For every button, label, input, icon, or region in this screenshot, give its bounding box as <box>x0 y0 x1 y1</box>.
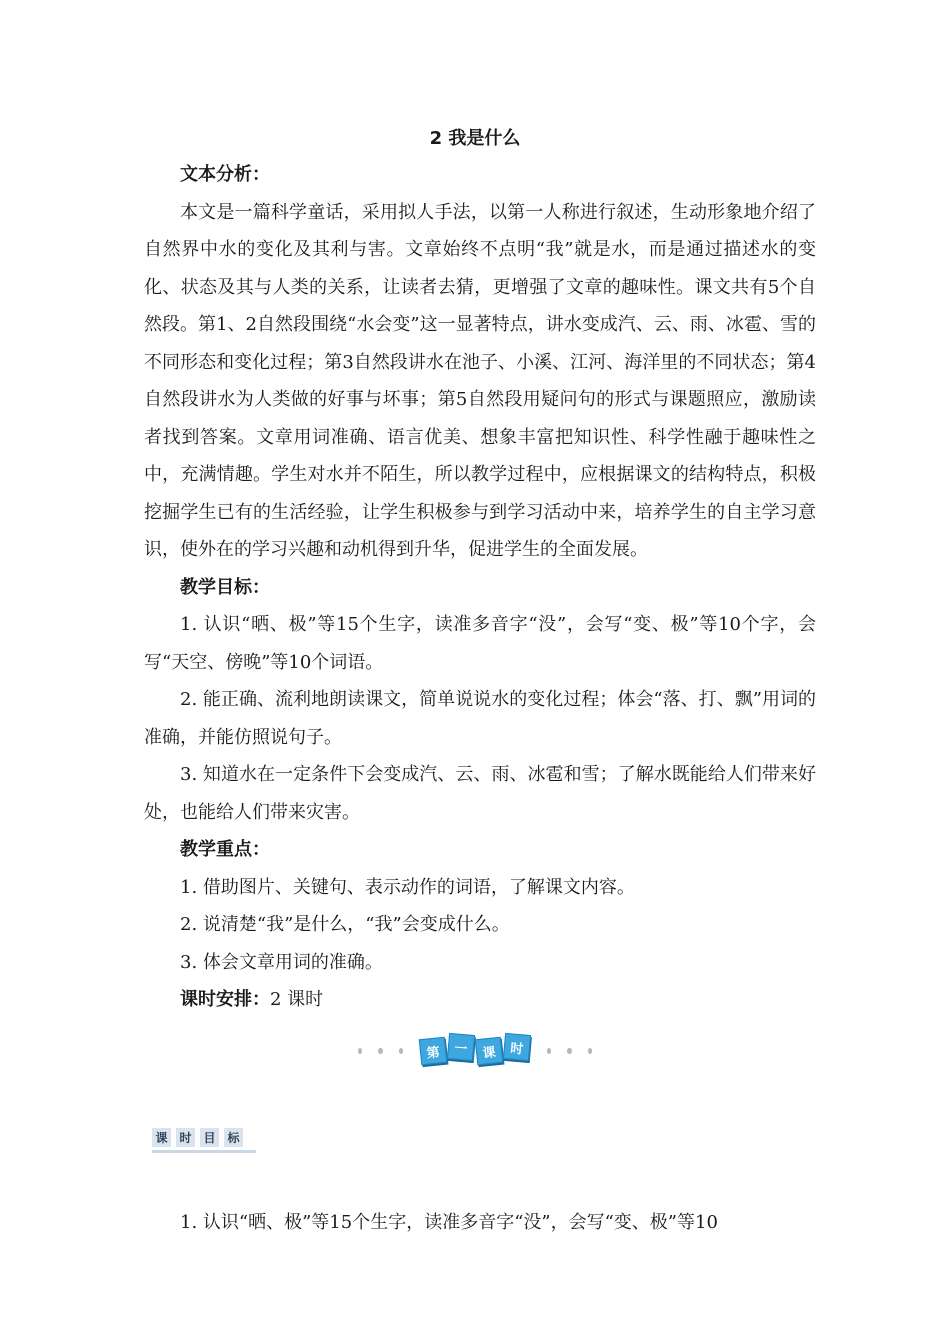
objective-item: 2. 能正确、流利地朗读课文，简单说说水的变化过程；体会“落、打、飘”用词的准确，并能仿照说句子。 <box>144 689 816 748</box>
lesson-goal-item: 1. 认识“晒、极”等15个生字，读准多音字“没”，会写“变、极”等10 <box>180 1212 718 1233</box>
lesson-goal-tag <box>152 1124 248 1150</box>
decorative-dot <box>358 1048 362 1054</box>
goal-tag-char: 标 <box>224 1128 243 1147</box>
goal-tag-char: 时 <box>176 1128 195 1147</box>
arrangement-value: 2 课时 <box>270 989 324 1010</box>
lesson-banner-blocks <box>419 1038 531 1064</box>
decorative-dot <box>547 1048 551 1054</box>
objective-item: 3. 知道水在一定条件下会变成汽、云、雨、冰雹和雪；了解水既能给人们带来好处，也能给人们带来灾害。 <box>144 764 816 823</box>
lesson-banner <box>350 1034 600 1068</box>
lesson-arrangement <box>144 981 816 1019</box>
banner-char: 课 <box>475 1037 504 1066</box>
goal-tag-char: 课 <box>152 1128 171 1147</box>
decorative-dot <box>378 1048 382 1054</box>
analysis-text: 本文是一篇科学童话，采用拟人手法，以第一人称进行叙述，生动形象地介绍了自然界中水的变化及其利与害。文章始终不点明“我”就是水，而是通过描述水的变化、状态及其与人类的关系，让读者去猜，更增强了文章的趣味性。课文共有5个自然段。第1、2自然段围绕“水会变”这一显著特点，讲水变成汽、云、雨、冰雹、雪的不同形态和变化过程；第3自然段讲水在池子、小溪、江河、海洋里的不同状态；第4自然段讲水为人类做的好事与坏事；第5自然段用疑问句的形式与课题照应，激励读者找到答案。文章用词准确、语言优美、想象丰富把知识性、科学性融于趣味性之中，充满情趣。学生对水并不陌生，所以教学过程中，应根据课文的结构特点，积极挖掘学生已有的生活经验，让学生积极参与到学习活动中来，培养学生的自主学习意识，使外在的学习兴趣和动机得到升华，促进学生的全面发展。 <box>144 201 816 560</box>
key-point-item: 2. 说清楚“我”是什么，“我”会变成什么。 <box>180 914 510 935</box>
arrangement-label: 课时安排： <box>180 989 270 1010</box>
banner-char: 时 <box>503 1033 531 1061</box>
banner-char: 一 <box>447 1033 475 1061</box>
key-point-item: 3. 体会文章用词的准确。 <box>180 951 383 973</box>
lesson-content <box>144 156 816 1019</box>
decorative-dot <box>399 1048 403 1054</box>
analysis-heading: 文本分析： <box>180 164 270 185</box>
goal-tag-char: 目 <box>200 1128 219 1147</box>
objective-item: 1. 认识“晒、极”等15个生字，读准多音字“没”，会写“变、极”等10个字，会写“天空、傍晚”等10个词语。 <box>144 614 816 673</box>
decorative-dot <box>588 1048 592 1054</box>
page-title: 2 我是什么 <box>429 128 521 149</box>
decorative-dot <box>567 1048 571 1054</box>
goal-tag-underline <box>152 1150 256 1153</box>
banner-char: 第 <box>419 1037 448 1066</box>
objectives-heading: 教学目标： <box>180 576 270 598</box>
key-points-heading: 教学重点： <box>180 839 270 860</box>
key-point-item: 1. 借助图片、关键句、表示动作的词语，了解课文内容。 <box>180 876 635 898</box>
